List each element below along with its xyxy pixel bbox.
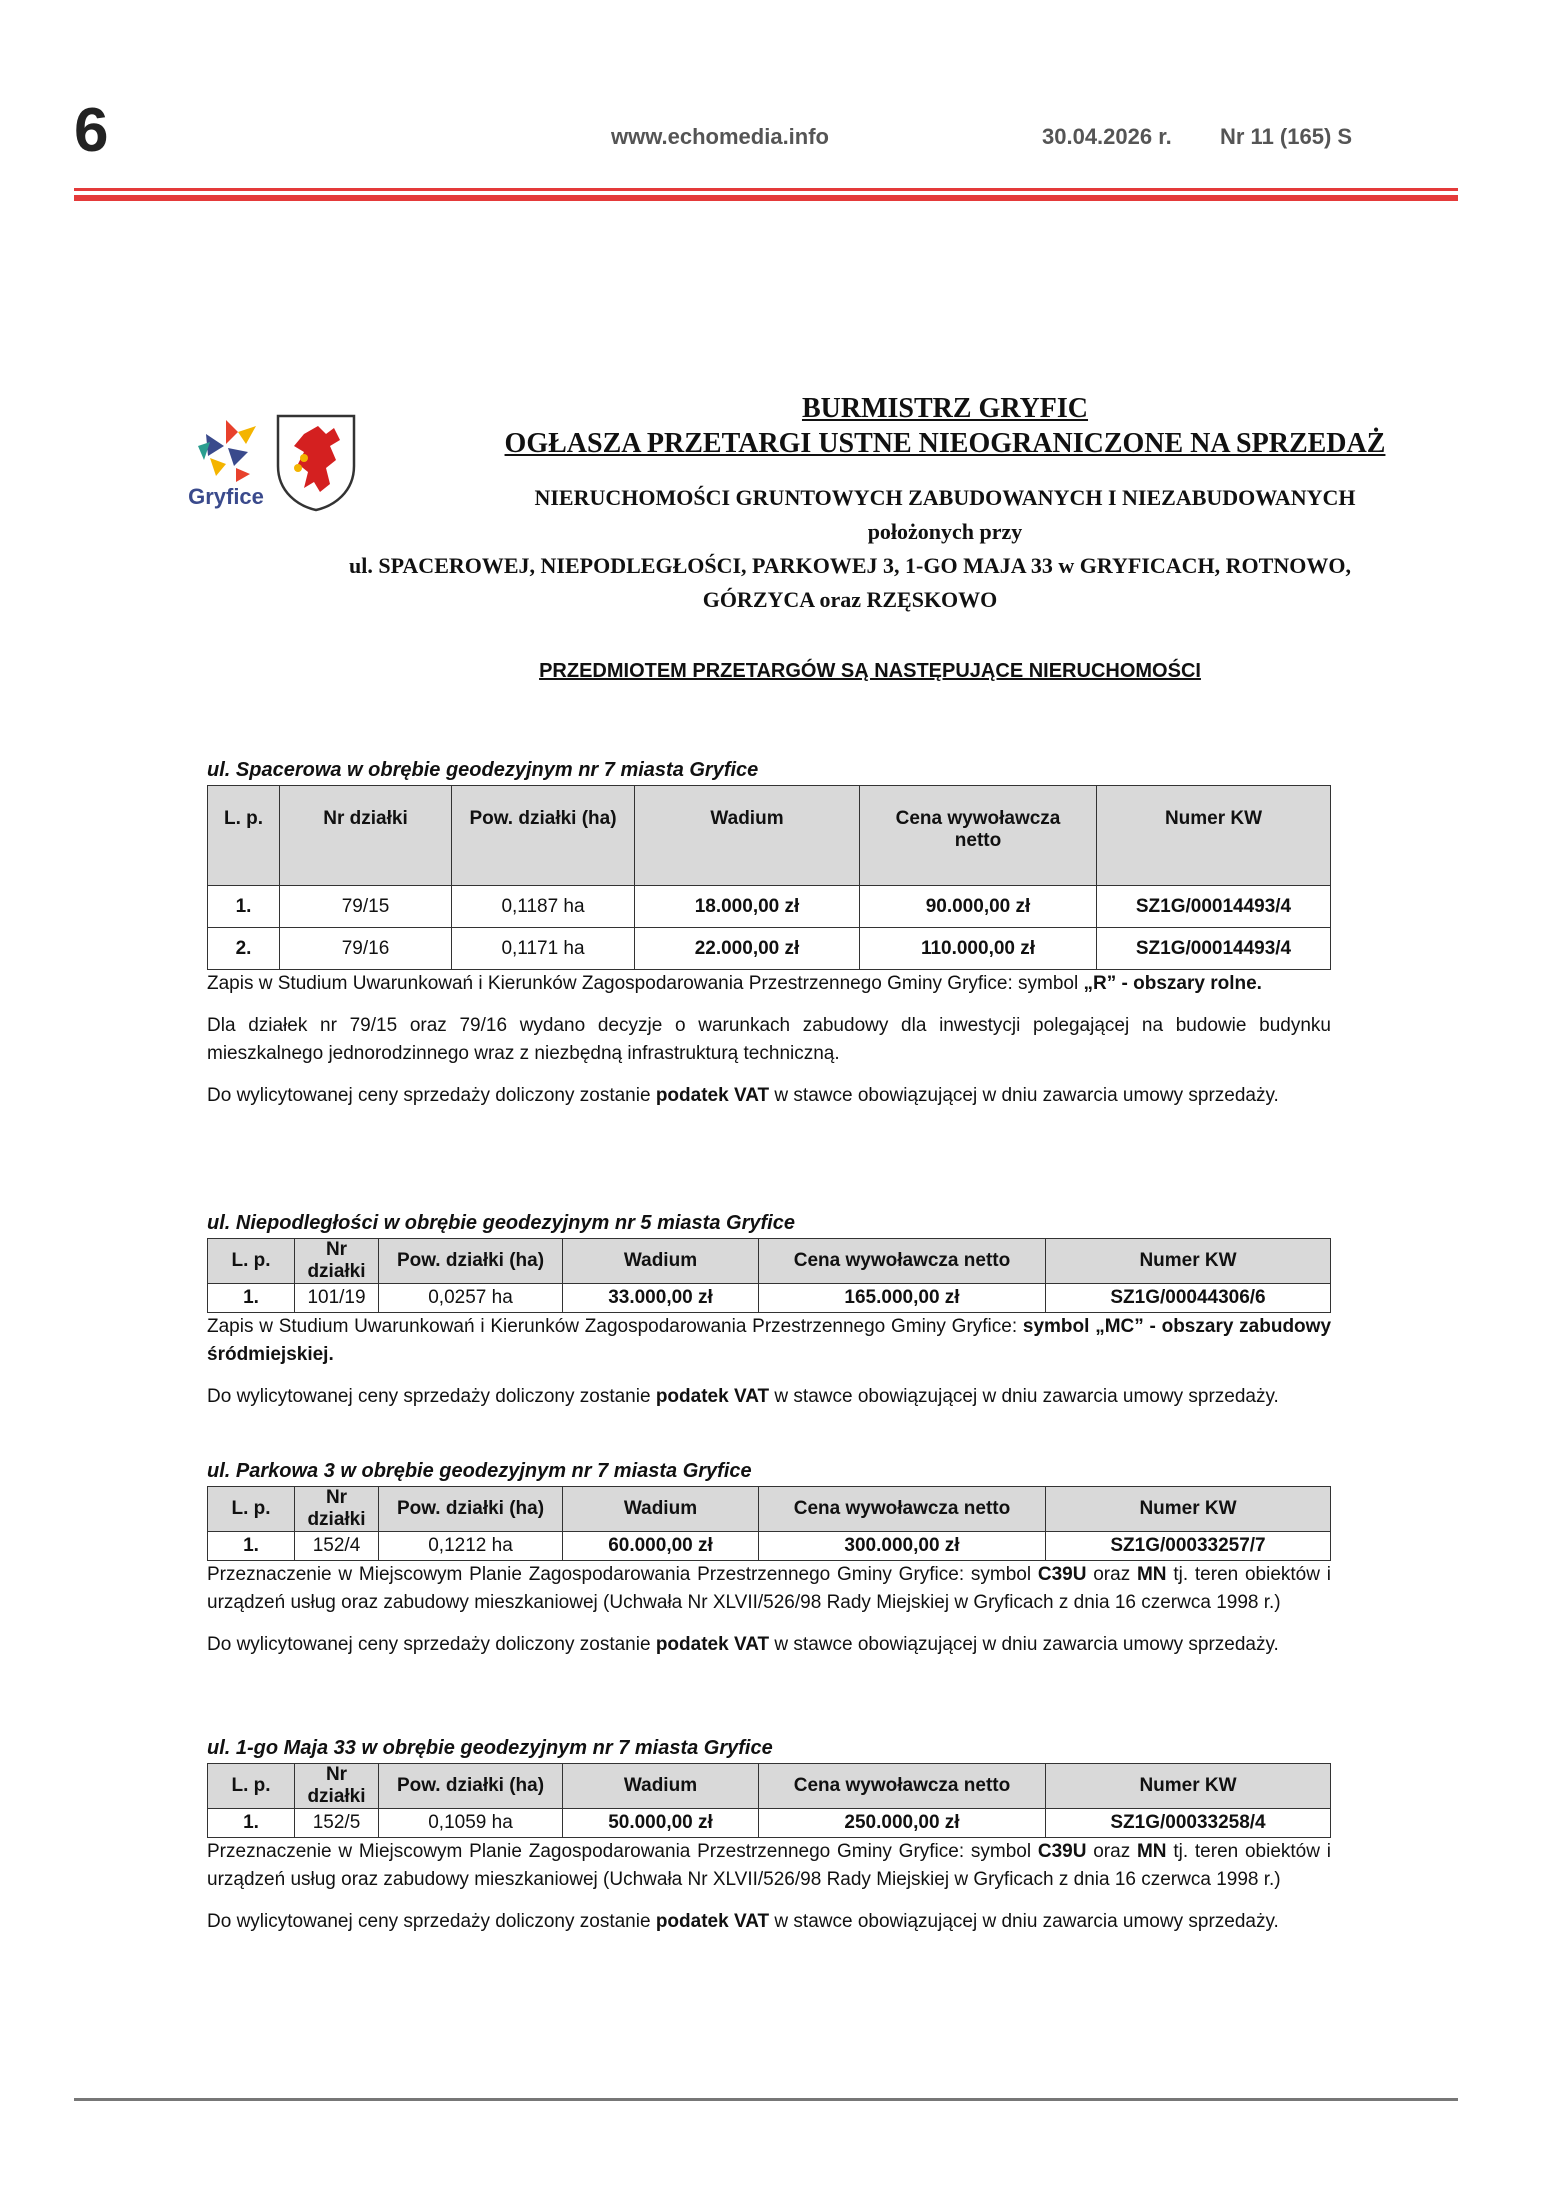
vat-note	[207, 1383, 1331, 1411]
col-cena: Cena wywoławcza netto	[759, 1239, 1046, 1284]
col-wadium: Wadium	[563, 1764, 759, 1809]
table-header-row	[208, 1487, 1331, 1532]
vat-note-bold: podatek VAT	[655, 1634, 770, 1655]
plan-note	[207, 1838, 1331, 1894]
cell-lp: 1.	[208, 1532, 295, 1561]
section-parkowa	[207, 1458, 1331, 1659]
masthead-date: 30.04.2026 r.	[1042, 124, 1172, 149]
announcement-subtitle: OGŁASZA PRZETARGI USTNE NIEOGRANICZONE NA SPRZEDAŻ	[504, 428, 1386, 459]
cell-lp: 1.	[208, 886, 280, 928]
col-lp: L. p.	[208, 1764, 295, 1809]
cell-nr: 101/19	[295, 1284, 379, 1313]
cell-wadium: 22.000,00 zł	[635, 928, 860, 970]
vat-note-pre: Do wylicytowanej ceny sprzedaży doliczony zostanie	[207, 1085, 656, 1106]
col-kw: Numer KW	[1046, 1764, 1331, 1809]
section-heading: PRZEDMIOTEM PRZETARGÓW SĄ NASTĘPUJĄCE NIERUCHOMOŚCI	[539, 660, 1201, 682]
col-wadium: Wadium	[563, 1487, 759, 1532]
col-kw: Numer KW	[1046, 1487, 1331, 1532]
header-rule-thin	[74, 188, 1458, 191]
vat-note	[207, 1908, 1331, 1936]
masthead-issue: Nr 11 (165) S	[1220, 124, 1353, 149]
masthead-site: www.echomedia.info	[611, 124, 829, 149]
vat-note-post: w stawce obowiązującej w dniu zawarcia umowy sprzedaży.	[769, 1386, 1279, 1407]
cell-cena: 165.000,00 zł	[759, 1284, 1046, 1313]
col-cena: Cena wywoławcza netto	[759, 1487, 1046, 1532]
col-cena-line2: netto	[954, 830, 1002, 851]
gryfice-logo-icon	[186, 412, 266, 492]
cell-lp: 1.	[208, 1809, 295, 1838]
col-nr: Nr działki	[280, 786, 452, 886]
property-table	[207, 1486, 1331, 1561]
plan-note-symbol-mn: MN	[1136, 1564, 1167, 1585]
page-number: 6	[74, 96, 109, 165]
col-lp: L. p.	[208, 786, 280, 886]
cell-nr: 152/5	[295, 1809, 379, 1838]
cell-nr: 79/16	[280, 928, 452, 970]
col-nr: Nr działki	[295, 1239, 379, 1284]
cell-cena: 250.000,00 zł	[759, 1809, 1046, 1838]
cell-kw: SZ1G/00044306/6	[1046, 1284, 1331, 1313]
coat-of-arms-icon	[274, 412, 358, 512]
vat-note-pre: Do wylicytowanej ceny sprzedaży doliczony zostanie	[207, 1386, 656, 1407]
col-wadium: Wadium	[635, 786, 860, 886]
cell-kw: SZ1G/00014493/4	[1097, 886, 1331, 928]
vat-note-bold: podatek VAT	[655, 1085, 770, 1106]
col-pow: Pow. działki (ha)	[379, 1239, 563, 1284]
cell-wadium: 60.000,00 zł	[563, 1532, 759, 1561]
property-table	[207, 785, 1331, 970]
table-row	[208, 886, 1331, 928]
table-header-row	[208, 786, 1331, 886]
zoning-note-text: Zapis w Studium Uwarunkowań i Kierunków Zagospodarowania Przestrzennego Gminy Gryfice: symbol	[207, 973, 1084, 994]
table-row	[208, 1809, 1331, 1838]
announcement-line5: ul. SPACEROWEJ, NIEPODLEGŁOŚCI, PARKOWEJ 3, 1-GO MAJA 33 w GRYFICACH, ROTNOWO,	[349, 553, 1351, 578]
announcement-title: BURMISTRZ GRYFIC	[801, 393, 1089, 424]
plan-note	[207, 1561, 1331, 1617]
gryfice-logo-text: Gryfice	[188, 484, 264, 509]
cell-pow: 0,1059 ha	[379, 1809, 563, 1838]
zoning-note	[207, 1313, 1331, 1369]
property-table	[207, 1238, 1331, 1313]
vat-note	[207, 1082, 1331, 1110]
plan-note-e: tj. teren obiektów i urządzeń usług oraz zabudowy mieszkaniowej (Uchwała Nr XLVII/526/98 Rady Miejskiej w Gryficach z dnia 16 czerwca 1998 r.)	[207, 1841, 1331, 1890]
table-row	[208, 1532, 1331, 1561]
section-1-go-maja	[207, 1735, 1331, 1936]
col-nr: Nr działki	[295, 1764, 379, 1809]
cell-pow: 0,1212 ha	[379, 1532, 563, 1561]
zoning-note-symbol: symbol „MC” - obszary zabudowy śródmiejskiej.	[207, 1316, 1332, 1365]
vat-note-post: w stawce obowiązującej w dniu zawarcia umowy sprzedaży.	[769, 1634, 1279, 1655]
vat-note-post: w stawce obowiązującej w dniu zawarcia umowy sprzedaży.	[769, 1911, 1279, 1932]
cell-lp: 1.	[208, 1284, 295, 1313]
zoning-note-symbol: „R” - obszary rolne.	[1083, 973, 1262, 994]
cell-cena: 300.000,00 zł	[759, 1532, 1046, 1561]
cell-lp: 2.	[208, 928, 280, 970]
cell-pow: 0,0257 ha	[379, 1284, 563, 1313]
vat-note-pre: Do wylicytowanej ceny sprzedaży doliczony zostanie	[207, 1911, 656, 1932]
vat-note-bold: podatek VAT	[655, 1386, 770, 1407]
vat-note-pre: Do wylicytowanej ceny sprzedaży doliczony zostanie	[207, 1634, 656, 1655]
decision-note: Dla działek nr 79/15 oraz 79/16 wydano decyzje o warunkach zabudowy dla inwestycji polegającej na budowie budynku mieszkalnego jednorodzinnego wraz z niezbędną infrastrukturą techniczną.	[207, 1015, 1331, 1064]
cell-kw: SZ1G/00014493/4	[1097, 928, 1331, 970]
plan-note-c: oraz	[1086, 1564, 1137, 1585]
zoning-note-text: Zapis w Studium Uwarunkowań i Kierunków Zagospodarowania Przestrzennego Gminy Gryfice:	[207, 1316, 1023, 1337]
logo-block	[186, 412, 366, 522]
plan-note-symbol-mn: MN	[1136, 1841, 1167, 1862]
section-spacerowa	[207, 757, 1331, 1110]
section-niepodleglosci	[207, 1210, 1331, 1411]
col-cena: Cena wywoławcza netto	[759, 1764, 1046, 1809]
col-nr: Nr działki	[295, 1487, 379, 1532]
plan-note-a: Przeznaczenie w Miejscowym Planie Zagospodarowania Przestrzennego Gminy Gryfice: symbol	[207, 1841, 1038, 1862]
table-row	[208, 928, 1331, 970]
section-title: ul. Niepodległości w obrębie geodezyjnym nr 5 miasta Gryfice	[207, 1212, 795, 1234]
property-table	[207, 1763, 1331, 1838]
plan-note-e: tj. teren obiektów i urządzeń usług oraz zabudowy mieszkaniowej (Uchwała Nr XLVII/526/98 Rady Miejskiej w Gryficach z dnia 16 czerwca 1998 r.)	[207, 1564, 1331, 1613]
cell-cena: 110.000,00 zł	[860, 928, 1097, 970]
section-title: ul. 1-go Maja 33 w obrębie geodezyjnym nr 7 miasta Gryfice	[207, 1737, 773, 1759]
col-lp: L. p.	[208, 1239, 295, 1284]
cell-wadium: 50.000,00 zł	[563, 1809, 759, 1838]
cell-pow: 0,1171 ha	[452, 928, 635, 970]
plan-note-symbol-c39u: C39U	[1037, 1841, 1087, 1862]
vat-note	[207, 1631, 1331, 1659]
announcement-line6: GÓRZYCA oraz RZĘSKOWO	[702, 587, 998, 612]
col-cena-line1: Cena wywoławcza	[895, 808, 1061, 829]
section-title: ul. Parkowa 3 w obrębie geodezyjnym nr 7 miasta Gryfice	[207, 1460, 752, 1482]
col-wadium: Wadium	[563, 1239, 759, 1284]
vat-note-post: w stawce obowiązującej w dniu zawarcia umowy sprzedaży.	[769, 1085, 1279, 1106]
col-lp: L. p.	[208, 1487, 295, 1532]
plan-note-a: Przeznaczenie w Miejscowym Planie Zagospodarowania Przestrzennego Gminy Gryfice: symbol	[207, 1564, 1038, 1585]
zoning-note	[207, 970, 1331, 998]
cell-nr: 152/4	[295, 1532, 379, 1561]
footer-rule	[74, 2098, 1458, 2101]
section-title: ul. Spacerowa w obrębie geodezyjnym nr 7 miasta Gryfice	[207, 759, 759, 781]
col-pow: Pow. działki (ha)	[379, 1487, 563, 1532]
col-pow: Pow. działki (ha)	[452, 786, 635, 886]
col-kw: Numer KW	[1046, 1239, 1331, 1284]
vat-note-bold: podatek VAT	[655, 1911, 770, 1932]
announcement-line3: NIERUCHOMOŚCI GRUNTOWYCH ZABUDOWANYCH I NIEZABUDOWANYCH	[534, 485, 1356, 510]
table-header-row	[208, 1239, 1331, 1284]
col-cena	[860, 786, 1097, 886]
table-header-row	[208, 1764, 1331, 1809]
plan-note-c: oraz	[1086, 1841, 1137, 1862]
cell-nr: 79/15	[280, 886, 452, 928]
table-row	[208, 1284, 1331, 1313]
cell-kw: SZ1G/00033257/7	[1046, 1532, 1331, 1561]
cell-pow: 0,1187 ha	[452, 886, 635, 928]
header-rule-thick	[74, 195, 1458, 201]
col-pow: Pow. działki (ha)	[379, 1764, 563, 1809]
cell-kw: SZ1G/00033258/4	[1046, 1809, 1331, 1838]
cell-wadium: 33.000,00 zł	[563, 1284, 759, 1313]
cell-wadium: 18.000,00 zł	[635, 886, 860, 928]
announcement-line4: położonych przy	[867, 519, 1023, 544]
cell-cena: 90.000,00 zł	[860, 886, 1097, 928]
plan-note-symbol-c39u: C39U	[1037, 1564, 1087, 1585]
col-kw: Numer KW	[1097, 786, 1331, 886]
